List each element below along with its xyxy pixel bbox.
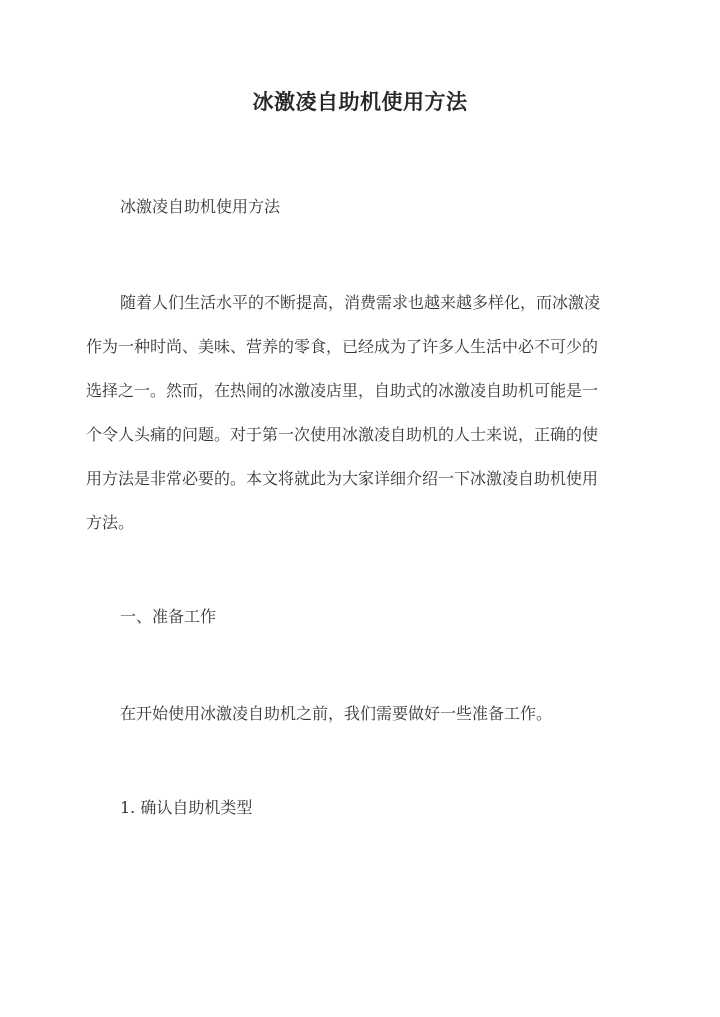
intro-line: 选择之一。然而，在热闹的冰激凌店里，自助式的冰激凌自助机可能是一 <box>86 381 599 400</box>
section-heading: 一、准备工作 <box>120 607 217 626</box>
intro-line: 用方法是非常必要的。本文将就此为大家详细介绍一下冰激凌自助机使用 <box>86 469 599 488</box>
intro-line: 作为一种时尚、美味、营养的零食，已经成为了许多人生活中必不可少的 <box>86 337 599 356</box>
intro-line: 方法。 <box>86 513 135 532</box>
intro-line: 随着人们生活水平的不断提高，消费需求也越来越多样化，而冰激凌 <box>120 293 601 312</box>
document-title: 冰激凌自助机使用方法 <box>252 89 468 114</box>
document-subtitle: 冰激凌自助机使用方法 <box>120 197 281 216</box>
intro-paragraph <box>86 292 646 556</box>
intro-line: 个令人头痛的问题。对于第一次使用冰激凌自助机的人士来说，正确的使 <box>86 425 599 444</box>
item-heading: 1. 确认自助机类型 <box>120 798 253 817</box>
section-paragraph: 在开始使用冰激凌自助机之前，我们需要做好一些准备工作。 <box>120 704 553 723</box>
